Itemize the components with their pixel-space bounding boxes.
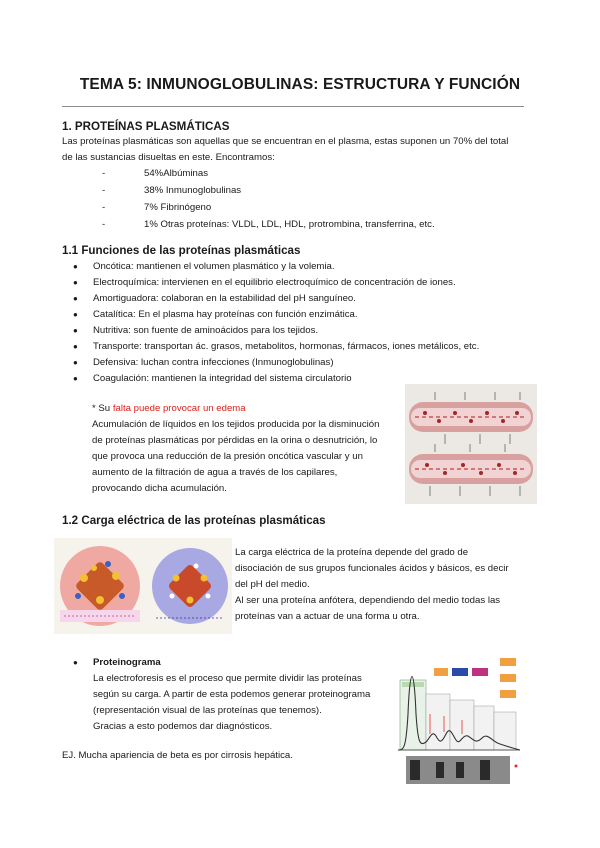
charge-text-line: proteínas van a actuar de una forma u otra. — [235, 611, 420, 622]
section-1-intro-line-2: de las sustancias disueltas en este. Encontramos: — [62, 152, 275, 163]
list-item: ● Coagulación: mantienen la integridad del sistema circulatorio — [73, 371, 479, 387]
page-title: TEMA 5: INMUNOGLOBULINAS: ESTRUCTURA Y FUNCIÓN — [79, 76, 521, 93]
proteinogram-line: Gracias a esto podemos dar diagnósticos. — [93, 721, 273, 732]
title-divider — [62, 106, 524, 107]
list-item: - 38% Inmunoglobulinas — [102, 182, 435, 199]
edema-line: que provoca una reducción de la presión oncótica vascular y un — [92, 451, 363, 462]
section-1-heading: 1. PROTEÍNAS PLASMÁTICAS — [62, 120, 230, 133]
list-item: ● Catalítica: En el plasma hay proteínas con función enzimática. — [73, 307, 479, 323]
acidic-protein-diagram — [60, 546, 140, 626]
functions-list — [73, 259, 479, 387]
list-item: ● Nutritiva: son fuente de aminoácidos para los tejidos. — [73, 323, 479, 339]
capillary-edema-figure — [405, 384, 537, 504]
cirrhosis-example: EJ. Mucha apariencia de beta es por cirrosis hepática. — [62, 750, 293, 761]
charge-text-line: Al ser una proteína anfótera, dependiendo del medio todas las — [235, 595, 501, 606]
charge-text-line: del pH del medio. — [235, 579, 310, 590]
proteinogram-bullet — [73, 655, 161, 671]
list-item: ● Oncótica: mantienen el volumen plasmático y la volemia. — [73, 259, 479, 275]
list-item: ● Amortiguadora: colaboran en la estabilidad del pH sanguíneo. — [73, 291, 479, 307]
proteinogram-heading: ● Proteinograma — [73, 655, 161, 671]
protein-charge-figure — [54, 538, 232, 634]
edema-note: * Su falta puede provocar un edema — [92, 403, 246, 414]
list-item: ● Transporte: transportan ác. grasos, metabolitos, hormonas, fármacos, iones metálicos, etc. — [73, 339, 479, 355]
list-item: ● Defensiva: luchan contra infecciones (Inmunoglobulinas) — [73, 355, 479, 371]
proteinogram-line: según su carga. A partir de esta podemos generar proteinograma — [93, 689, 371, 700]
list-item: - 7% Fibrinógeno — [102, 199, 435, 216]
proteinogram-line: (representación visual de las proteínas que tenemos). — [93, 705, 322, 716]
edema-line: provocando dicha acumulación. — [92, 483, 227, 494]
protein-composition-list — [102, 165, 435, 233]
edema-highlight: falta puede provocar un edema — [112, 403, 246, 414]
proteinogram-figure — [396, 654, 522, 788]
list-item: - 54%Albúminas — [102, 165, 435, 182]
edema-line: Acumulación de líquidos en los tejidos producida por la disminución — [92, 419, 380, 430]
section-1-2-heading: 1.2 Carga eléctrica de las proteínas plasmáticas — [62, 514, 326, 527]
edema-line: aumento de la filtración de agua a través de los capilares, — [92, 467, 338, 478]
list-item: - 1% Otras proteínas: VLDL, LDL, HDL, protrombina, transferrina, etc. — [102, 216, 435, 233]
proteinogram-line: La electroforesis es el proceso que permite dividir las proteínas — [93, 673, 362, 684]
section-1-intro-line-1: Las proteínas plasmáticas son aquellas que se encuentran en el plasma, estas suponen un 70% del total — [62, 136, 509, 147]
edema-line: de proteínas plasmáticas por pérdidas en la orina o desnutrición, lo — [92, 435, 378, 446]
basic-protein-diagram — [152, 548, 228, 624]
section-1-1-heading: 1.1 Funciones de las proteínas plasmáticas — [62, 244, 301, 257]
charge-text-line: La carga eléctrica de la proteína depende del grado de — [235, 547, 469, 558]
list-item: ● Electroquímica: intervienen en el equilibrio electroquímico de concentración de iones. — [73, 275, 479, 291]
charge-text-line: disociación de sus grupos funcionales ácidos y básicos, es decir — [235, 563, 509, 574]
